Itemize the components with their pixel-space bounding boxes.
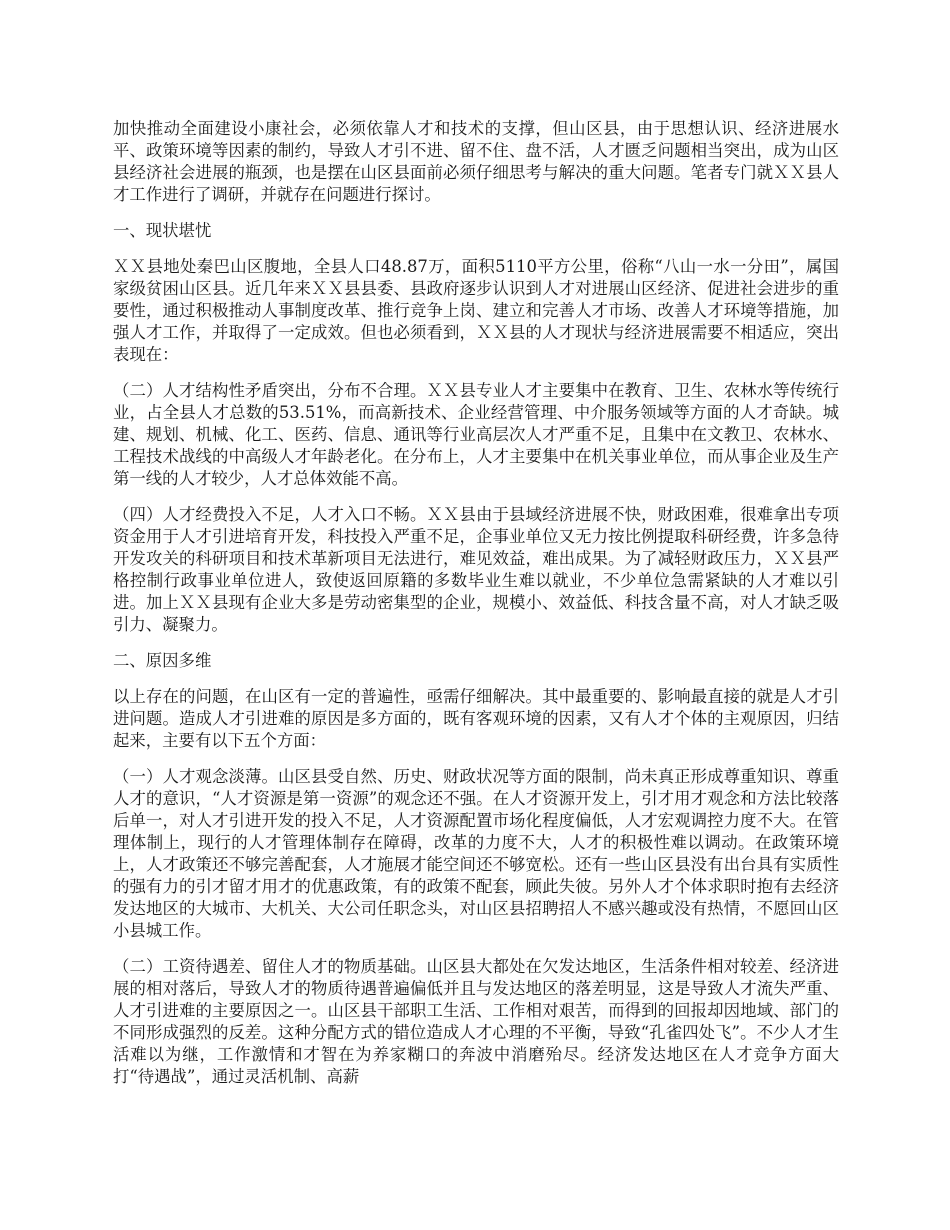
causes-intro-paragraph: 以上存在的问题，在山区有一定的普遍性，亟需仔细解决。其中最重要的、影响最直接的就是人才引进问题。造成人才引进难的原因是多方面的，既有客观环境的因素，又有人才个体的主观原因，归结起来，主要有以下五个方面：: [113, 687, 839, 750]
section-heading-causes: 二、原因多维: [113, 651, 212, 670]
salary-paragraph: （二）工资待遇差、留住人才的物质基础。山区县大都处在欠发达地区，生活条件相对较差、经济进展的相对落后，导致人才的物质待遇普遍偏低并且与发达地区的落差明显，这是导致人才流失严重、人才引进难的主要原因之一。山区县干部职工生活、工作相对艰苦，而得到的回报却因地域、部门的不同形成强烈的反差。这种分配方式的错位造成人才心理的不平衡，导致“孔雀四处飞”。不少人才生活难以为继，工作激情和才智在为养家糊口的奔波中消磨殆尽。经济发达地区在人才竞争方面大打“待遇战”，通过灵活机制、高薪: [113, 957, 839, 1086]
section-heading-status: 一、现状堪忧: [113, 221, 212, 240]
intro-paragraph: 加快推动全面建设小康社会，必须依靠人才和技术的支撑，但山区县，由于思想认识、经济进展水平、政策环境等因素的制约，导致人才引不进、留不住、盘不活，人才匮乏问题相当突出，成为山区县经济社会进展的瓶颈，也是摆在山区县面前必须仔细思考与解决的重大问题。笔者专门就ＸＸ县人才工作进行了调研，并就存在问题进行探讨。: [113, 119, 839, 204]
talent-concept-paragraph: （一）人才观念淡薄。山区县受自然、历史、财政状况等方面的限制，尚未真正形成尊重知识、尊重人才的意识，“人才资源是第一资源”的观念还不强。在人才资源开发上，引才用才观念和方法比较落后单一，对人才引进开发的投入不足，人才资源配置市场化程度偏低，人才宏观调控力度不大。在管理体制上，现行的人才管理体制存在障碍，改革的力度不大，人才的积极性难以调动。在政策环境上，人才政策还不够完善配套，人才施展才能空间还不够宽松。还有一些山区县没有出台具有实质性的强有力的引才留才用才的优惠政策，有的政策不配套，顾此失彼。另外人才个体求职时抱有去经济发达地区的大城市、大机关、大公司任职念头，对山区县招聘招人不感兴趣或没有热情，不愿回山区小县城工作。: [113, 767, 839, 940]
talent-structure-paragraph: （二）人才结构性矛盾突出，分布不合理。ＸＸ县专业人才主要集中在教育、卫生、农林水等传统行业，占全县人才总数的53.51%，而高新技术、企业经营管理、中介服务领域等方面的人才奇缺。城建、规划、机械、化工、医药、信息、通讯等行业高层次人才严重不足，且集中在文教卫、农林水、工程技术战线的中高级人才年龄老化。在分布上，人才主要集中在机关事业单位，而从事企业及生产第一线的人才较少，人才总体效能不高。: [113, 381, 839, 488]
document-body: [113, 118, 839, 1102]
county-overview-paragraph: ＸＸ县地处秦巴山区腹地，全县人口48.87万，面积5110平方公里，俗称“八山一水一分田”，属国家级贫困山区县。近几年来ＸＸ县县委、县政府逐步认识到人才对进展山区经济、促进社会进步的重要性，通过积极推动人事制度改革、推行竞争上岗、建立和完善人才市场、改善人才环境等措施，加强人才工作，并取得了一定成效。但也必须看到，ＸＸ县的人才现状与经济进展需要不相适应，突出表现在：: [113, 257, 839, 364]
talent-funding-paragraph: （四）人才经费投入不足，人才入口不畅。ＸＸ县由于县域经济进展不快，财政困难，很难拿出专项资金用于人才引进培育开发，科技投入严重不足，企事业单位又无力按比例提取科研经费，许多急待开发攻关的科研项目和技术革新项目无法进行，难见效益，难出成果。为了减轻财政压力，ＸＸ县严格控制行政事业单位进人，致使返回原籍的多数毕业生难以就业，不少单位急需紧缺的人才难以引进。加上ＸＸ县现有企业大多是劳动密集型的企业，规模小、效益低、科技含量不高，对人才缺乏吸引力、凝聚力。: [113, 505, 839, 634]
